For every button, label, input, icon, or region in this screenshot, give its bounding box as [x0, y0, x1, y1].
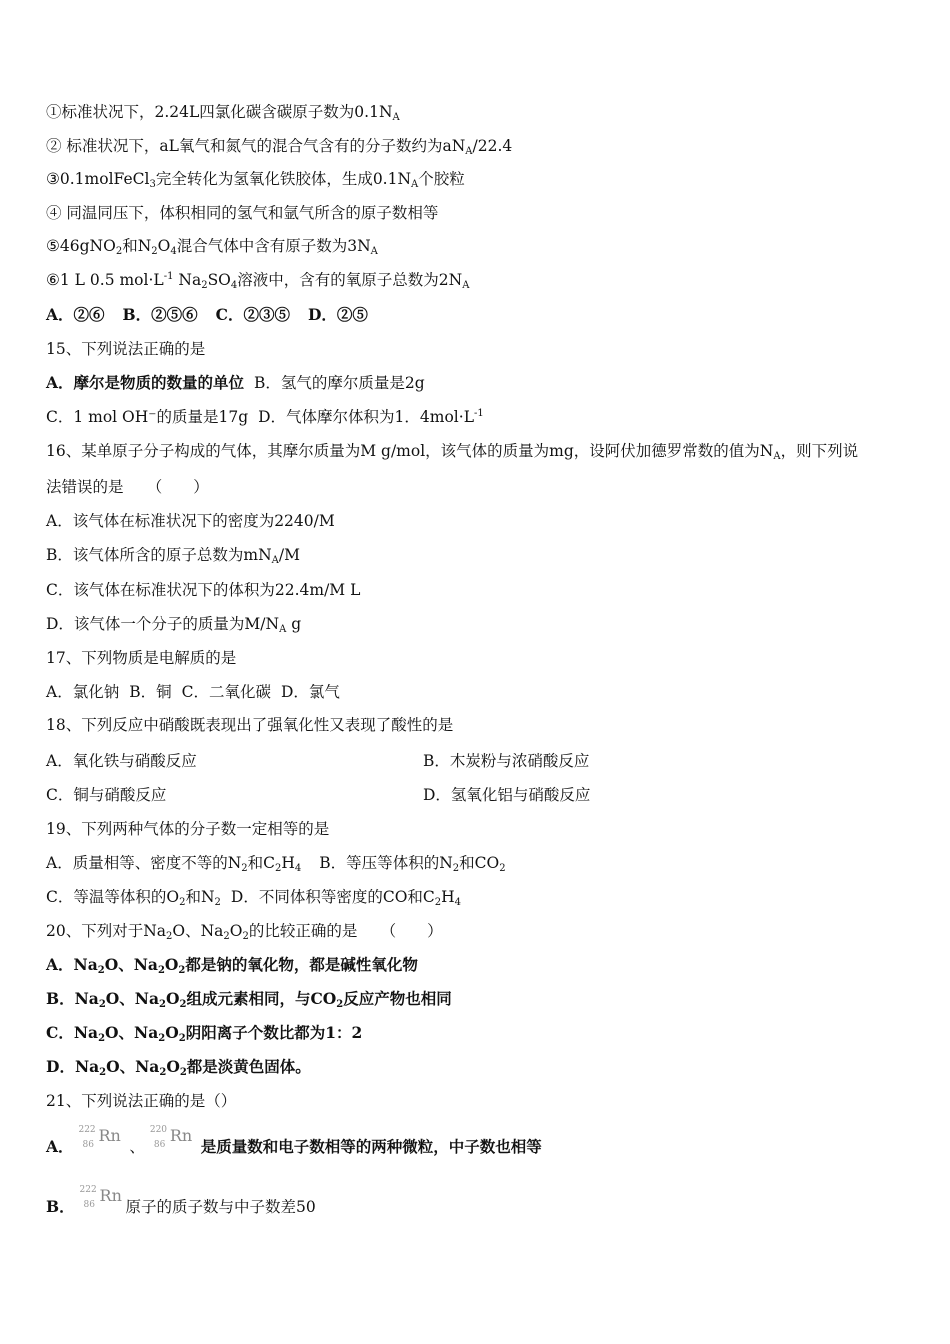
q16-stem-line1 — [46, 441, 858, 461]
q16-stem-line2 — [46, 477, 209, 497]
q20-option-d-text: 都是淡黄色固体。 — [186, 1057, 311, 1076]
statement-6-text: 溶液中，含有的氧原子总数为2N — [237, 271, 463, 289]
q20-option-d-text: O — [166, 1057, 180, 1076]
q16-stem-text: 16、某单原子分子构成的气体，其摩尔质量为M g/mol，该气体的质量为mg，设阿伏加德罗常数的值为N — [46, 442, 774, 460]
q20-option-c-text: O — [165, 1023, 179, 1042]
subscript: 2 — [158, 1033, 166, 1044]
superscript: -1 — [473, 408, 484, 419]
subscript: 3 — [149, 179, 156, 190]
subscript: 2 — [179, 1067, 187, 1078]
subscript: 2 — [214, 897, 221, 908]
q18-option-c: C．铜与硝酸反应 — [46, 786, 167, 804]
q20-option-a-text: 都是钠的氧化物，都是碱性氧化物 — [185, 955, 418, 974]
q19-option-a: H — [281, 854, 295, 872]
nuclide-rn-222 — [78, 1126, 124, 1156]
statement-3-text: 个胶粒 — [418, 170, 465, 188]
mass-number: 222 — [79, 1185, 97, 1195]
statement-1 — [46, 102, 400, 122]
q15-option-b: B．氢气的摩尔质量是2g — [254, 374, 425, 392]
subscript: A — [773, 451, 781, 462]
q20-option-d-text: D．Na — [46, 1057, 100, 1076]
statement-4-text: ④ 同温同压下，体积相同的氢气和氩气所含的原子数相等 — [46, 204, 439, 222]
superscript: -1 — [163, 271, 174, 282]
statement-6-text: Na — [173, 271, 202, 289]
q21-stem-text: 21、下列说法正确的是（） — [46, 1092, 237, 1110]
q19-options-cd — [46, 887, 461, 907]
q21-option-b-label: B． — [46, 1197, 75, 1216]
q20-option-b-text: 组成元素相同，与CO — [186, 989, 337, 1008]
subscript: 2 — [178, 1033, 186, 1044]
subscript: 2 — [179, 897, 186, 908]
separator: 、 — [129, 1138, 145, 1156]
statement-5-text: 混合气体中含有原子数为3N — [176, 237, 371, 255]
q20-stem-text: O、Na — [172, 922, 224, 940]
mass-number: 220 — [149, 1125, 168, 1135]
atomic-number: 86 — [82, 1140, 94, 1150]
subscript: A — [462, 280, 470, 291]
statement-3-text: 完全转化为氢氧化铁胶体，生成0.1N — [155, 170, 412, 188]
statement-2 — [46, 136, 512, 156]
q16-option-b-text: B．该气体所含的原子总数为mN — [46, 546, 272, 564]
subscript: A — [411, 179, 419, 190]
statement-1-text: ①标准状况下，2.24L四氯化碳含碳原子数为0.1N — [46, 103, 393, 121]
q18-option-d: D．氢氧化铝与硝酸反应 — [423, 786, 591, 804]
q18-option-b: B．木炭粉与浓硝酸反应 — [423, 752, 590, 770]
q20-option-c — [46, 1023, 362, 1043]
q19-option-d: D．不同体积等密度的CO和C — [230, 888, 435, 906]
statement-2-text: ② 标准状况下，aL氧气和氮气的混合气含有的分子数约为aN — [46, 137, 466, 155]
statement-5 — [46, 236, 378, 256]
subscript: 2 — [98, 999, 106, 1010]
q20-option-a — [46, 955, 418, 975]
q19-option-c: C．等温等体积的O — [46, 888, 180, 906]
subscript: 2 — [157, 965, 165, 976]
statement-6-text: SO — [207, 271, 231, 289]
subscript: 2 — [98, 1033, 106, 1044]
nuclide-rn-220 — [150, 1126, 196, 1156]
q21-option-a-text: 是质量数和电子数相等的两种微粒，中子数也相等 — [200, 1137, 542, 1156]
q18-stem-text: 18、下列反应中硝酸既表现出了强氧化性又表现了酸性的是 — [46, 716, 454, 734]
nuclide-rn-222 — [80, 1186, 126, 1216]
q20-option-d-text: O、Na — [106, 1057, 160, 1076]
q18-stem — [46, 715, 453, 735]
q19-options-ab — [46, 853, 506, 873]
subscript: 2 — [201, 280, 208, 291]
q16-option-b-tail: /M — [278, 546, 300, 564]
subscript: 4 — [230, 280, 238, 291]
q21-option-a — [46, 1126, 542, 1162]
statement-5-text: 和N — [122, 237, 152, 255]
subscript: 2 — [166, 931, 173, 942]
q18-option-a: A．氧化铁与硝酸反应 — [46, 752, 197, 770]
q20-option-b-text: O、Na — [105, 989, 159, 1008]
q20-option-c-text: C．Na — [46, 1023, 99, 1042]
q20-option-c-text: O、Na — [105, 1023, 159, 1042]
subscript: 2 — [99, 1067, 107, 1078]
statement-5-text: O — [157, 237, 171, 255]
q15-stem — [46, 339, 205, 359]
subscript: 2 — [159, 999, 166, 1010]
q19-option-d: H — [441, 888, 455, 906]
q15-option-c: C．1 mol OH⁻的质量是17g — [46, 408, 249, 426]
q20-option-a-text: A．Na — [46, 955, 98, 974]
statement-3-text: ③0.1molFeCl — [46, 170, 150, 188]
q20-stem-text: 20、下列对于Na — [46, 922, 167, 940]
subscript: A — [370, 246, 378, 257]
q20-option-c-text: 阴阳离子个数比都为1：2 — [185, 1023, 363, 1042]
q16-option-d-tail: g — [286, 615, 302, 633]
q17-stem-text: 17、下列物质是电解质的是 — [46, 649, 237, 667]
statement-2-tail: /22.4 — [472, 137, 513, 155]
q21-stem — [46, 1091, 236, 1111]
q19-option-c: 和N — [185, 888, 215, 906]
subscript: 2 — [115, 246, 123, 257]
subscript: 2 — [241, 863, 248, 874]
q16-option-c-text: C．该气体在标准状况下的体积为22.4m/M L — [46, 581, 361, 599]
q20-option-b-text: O — [165, 989, 180, 1008]
q19-stem — [46, 819, 329, 839]
element-symbol: Rn — [98, 1126, 121, 1145]
q16-option-a — [46, 511, 335, 531]
q16-option-a-text: A．该气体在标准状况下的密度为2240/M — [46, 512, 335, 530]
q16-option-c — [46, 580, 360, 600]
mass-number: 222 — [78, 1125, 96, 1135]
subscript: 2 — [179, 999, 187, 1010]
q15-stem-text: 15、下列说法正确的是 — [46, 340, 206, 358]
subscript: A — [465, 146, 473, 157]
q14-options — [46, 305, 368, 325]
subscript: 4 — [170, 246, 177, 257]
subscript: 2 — [275, 863, 282, 874]
q21-option-b-text: 原子的质子数与中子数差50 — [125, 1198, 316, 1216]
q20-option-a-text: O — [164, 955, 179, 974]
q17-option-b: B．铜 — [129, 683, 172, 701]
q16-stem-text: 法错误的是 （ ） — [46, 478, 209, 496]
q15-option-d: D．气体摩尔体积为1．4mol·L — [258, 408, 474, 426]
element-symbol: Rn — [99, 1186, 122, 1205]
statement-4 — [46, 203, 438, 223]
atomic-number: 86 — [83, 1200, 95, 1210]
q20-option-b — [46, 989, 452, 1009]
q16-stem-text: ，则下列说 — [780, 442, 859, 460]
subscript: 2 — [178, 965, 186, 976]
q16-option-d — [46, 614, 301, 634]
q17-option-a: A．氯化钠 — [46, 683, 120, 701]
q15-options-cd — [46, 407, 484, 427]
q21-option-b — [46, 1186, 316, 1222]
q17-option-c: C．二氧化碳 — [181, 683, 271, 701]
q14-option-a: A．②⑥ — [46, 305, 105, 324]
statement-6-text: ⑥1 L 0.5 mol·L — [46, 271, 164, 289]
q20-stem-text: O — [229, 922, 243, 940]
q17-stem — [46, 648, 236, 668]
q18-options-cd — [46, 785, 906, 805]
q19-stem-text: 19、下列两种气体的分子数一定相等的是 — [46, 820, 330, 838]
q19-option-b: B．等压等体积的N — [319, 854, 453, 872]
q17-option-d: D．氯气 — [280, 683, 340, 701]
subscript: 4 — [454, 897, 462, 908]
subscript: 2 — [499, 863, 506, 874]
subscript: 2 — [242, 931, 249, 942]
subscript: 2 — [159, 1067, 167, 1078]
q20-option-d — [46, 1057, 311, 1077]
subscript: 2 — [223, 931, 230, 942]
subscript: 4 — [294, 863, 302, 874]
subscript: 2 — [434, 897, 442, 908]
subscript: 2 — [452, 863, 460, 874]
q20-option-a-text: O、Na — [104, 955, 158, 974]
q20-stem — [46, 921, 443, 941]
q20-option-b-text: B．Na — [46, 989, 99, 1008]
statement-3 — [46, 169, 465, 189]
element-symbol: Rn — [169, 1126, 193, 1145]
subscript: A — [279, 624, 287, 635]
q15-options-ab — [46, 373, 425, 393]
statement-6 — [46, 270, 469, 290]
q19-option-b: 和CO — [459, 854, 500, 872]
subscript: A — [271, 555, 279, 566]
q21-option-a-label: A． — [46, 1137, 74, 1156]
subscript: A — [392, 112, 400, 123]
subscript: 2 — [151, 246, 158, 257]
q17-options — [46, 682, 340, 702]
atomic-number: 86 — [153, 1140, 166, 1150]
q16-option-d-text: D．该气体一个分子的质量为M/N — [46, 615, 280, 633]
q15-option-a: A．摩尔是物质的数量的单位 — [46, 373, 245, 392]
q14-option-b: B．②⑤⑥ — [122, 305, 198, 324]
q18-options-ab — [46, 751, 906, 771]
q20-option-b-text: 反应产物也相同 — [343, 989, 452, 1008]
q14-option-d: D．②⑤ — [307, 305, 368, 324]
q16-option-b — [46, 545, 300, 565]
q19-option-a: 和C — [247, 854, 276, 872]
statement-5-text: ⑤46gNO — [46, 237, 116, 255]
q19-option-a: A．质量相等、密度不等的N — [46, 854, 242, 872]
subscript: 2 — [97, 965, 105, 976]
q14-option-c: C．②③⑤ — [215, 305, 290, 324]
subscript: 2 — [336, 999, 344, 1010]
q20-stem-text: 的比较正确的是 （ ） — [248, 922, 443, 940]
